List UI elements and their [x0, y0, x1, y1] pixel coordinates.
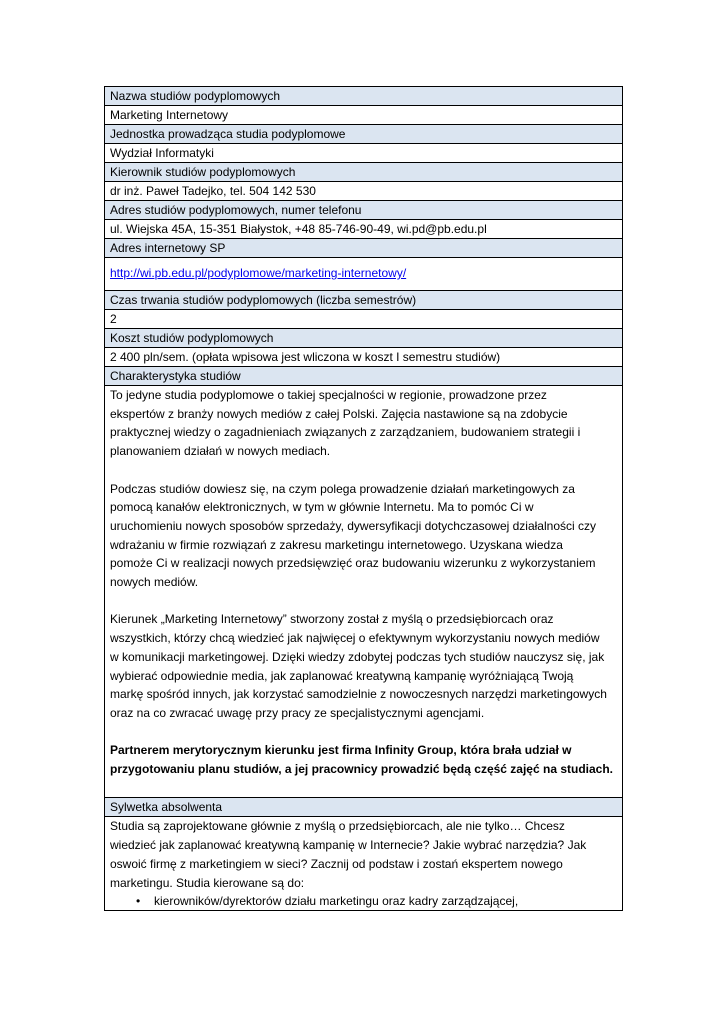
website-link[interactable]: http://wi.pb.edu.pl/podyplomowe/marketing-internetowy/ — [110, 266, 407, 280]
value-address: ul. Wiejska 45A, 15-351 Białystok, +48 85-746-90-49, wi.pd@pb.edu.pl — [105, 220, 623, 239]
characteristics-paragraph-3: Kierunek „Marketing Internetowy” stworzony został z myślą o przedsiębiorcach oraz wszystkich, którzy chcą wiedzieć jak najwięcej o efektywnym wykorzystaniu nowych mediów w komunikacji marketingowej. Dzięki wiedzy zdobytej podczas tych studiów nauczysz się, jak wybierać odpowiednie media, jak zaplanować kreatywną kampanię wyróżniającą Twoją markę spośród innych, jak korzystać samodzielnie z nowoczesnych narzędzi marketingowych oraz na co zwracać uwagę przy pracy ze specjalistycznymi agencjami. — [110, 612, 607, 720]
bullet-icon: • — [136, 894, 141, 909]
value-characteristics — [105, 386, 623, 798]
value-unit: Wydział Informatyki — [105, 144, 623, 163]
value-program-name: Marketing Internetowy — [105, 106, 623, 125]
label-website: Adres internetowy SP — [105, 239, 623, 258]
value-website-cell — [105, 258, 623, 291]
program-info-table — [104, 86, 623, 911]
value-cost: 2 400 pln/sem. (opłata wpisowa jest wliczona w koszt I semestru studiów) — [105, 348, 623, 367]
label-unit: Jednostka prowadząca studia podyplomowe — [105, 125, 623, 144]
label-characteristics: Charakterystyka studiów — [105, 367, 623, 386]
label-duration: Czas trwania studiów podyplomowych (liczba semestrów) — [105, 291, 623, 310]
partner-note: Partnerem merytorycznym kierunku jest firma Infinity Group, która brała udział w przygotowaniu planu studiów, a jej pracownicy prowadzić będą część zajęć na studiach. — [110, 743, 614, 777]
value-duration: 2 — [105, 310, 623, 329]
target-audience-list — [110, 892, 617, 910]
value-head: dr inż. Paweł Tadejko, tel. 504 142 530 — [105, 182, 623, 201]
label-cost: Koszt studiów podyplomowych — [105, 329, 623, 348]
list-item: • kierowników/dyrektorów działu marketingu oraz kadry zarządzającej, — [136, 894, 519, 909]
value-graduate-profile — [105, 817, 623, 911]
graduate-paragraph: Studia są zaprojektowane głównie z myślą o przedsiębiorcach, ale nie tylko… Chcesz wiedzieć jak zaplanować kreatywną kampanię w Internecie? Jakie wybrać narzędzia? Jak oswoić firmę z marketingiem w sieci? Zacznij od podstaw i zostań ekspertem nowego marketingu. Studia kierowane są do: — [110, 819, 587, 890]
label-address: Adres studiów podyplomowych, numer telefonu — [105, 201, 623, 220]
characteristics-paragraph-1: To jedyne studia podyplomowe o takiej specjalności w regionie, prowadzone przez ekspertów z branży nowych mediów z całej Polski. Zajęcia nastawione są na zdobycie praktycznej wiedzy o zagadnieniach związanych z zarządzaniem, budowaniem strategii i planowaniem działań w nowych mediach. — [110, 388, 581, 459]
characteristics-paragraph-2: Podczas studiów dowiesz się, na czym polega prowadzenie działań marketingowych za pomocą kanałów elektronicznych, w tym w głównie Internetu. Ma to pomóc Ci w uruchomieniu nowych sposobów sprzedaży, dywersyfikacji dotychczasowej działalności czy wdrażaniu w firmie rozwiązań z zakresu marketingu internetowego. Uzyskana wiedza pomoże Ci w realizacji nowych przedsięwzięć oraz budowaniu wizerunku z wykorzystaniem nowych mediów. — [110, 481, 596, 590]
label-graduate-profile: Sylwetka absolwenta — [105, 798, 623, 817]
label-program-name: Nazwa studiów podyplomowych — [105, 87, 623, 106]
label-head: Kierownik studiów podyplomowych — [105, 163, 623, 182]
